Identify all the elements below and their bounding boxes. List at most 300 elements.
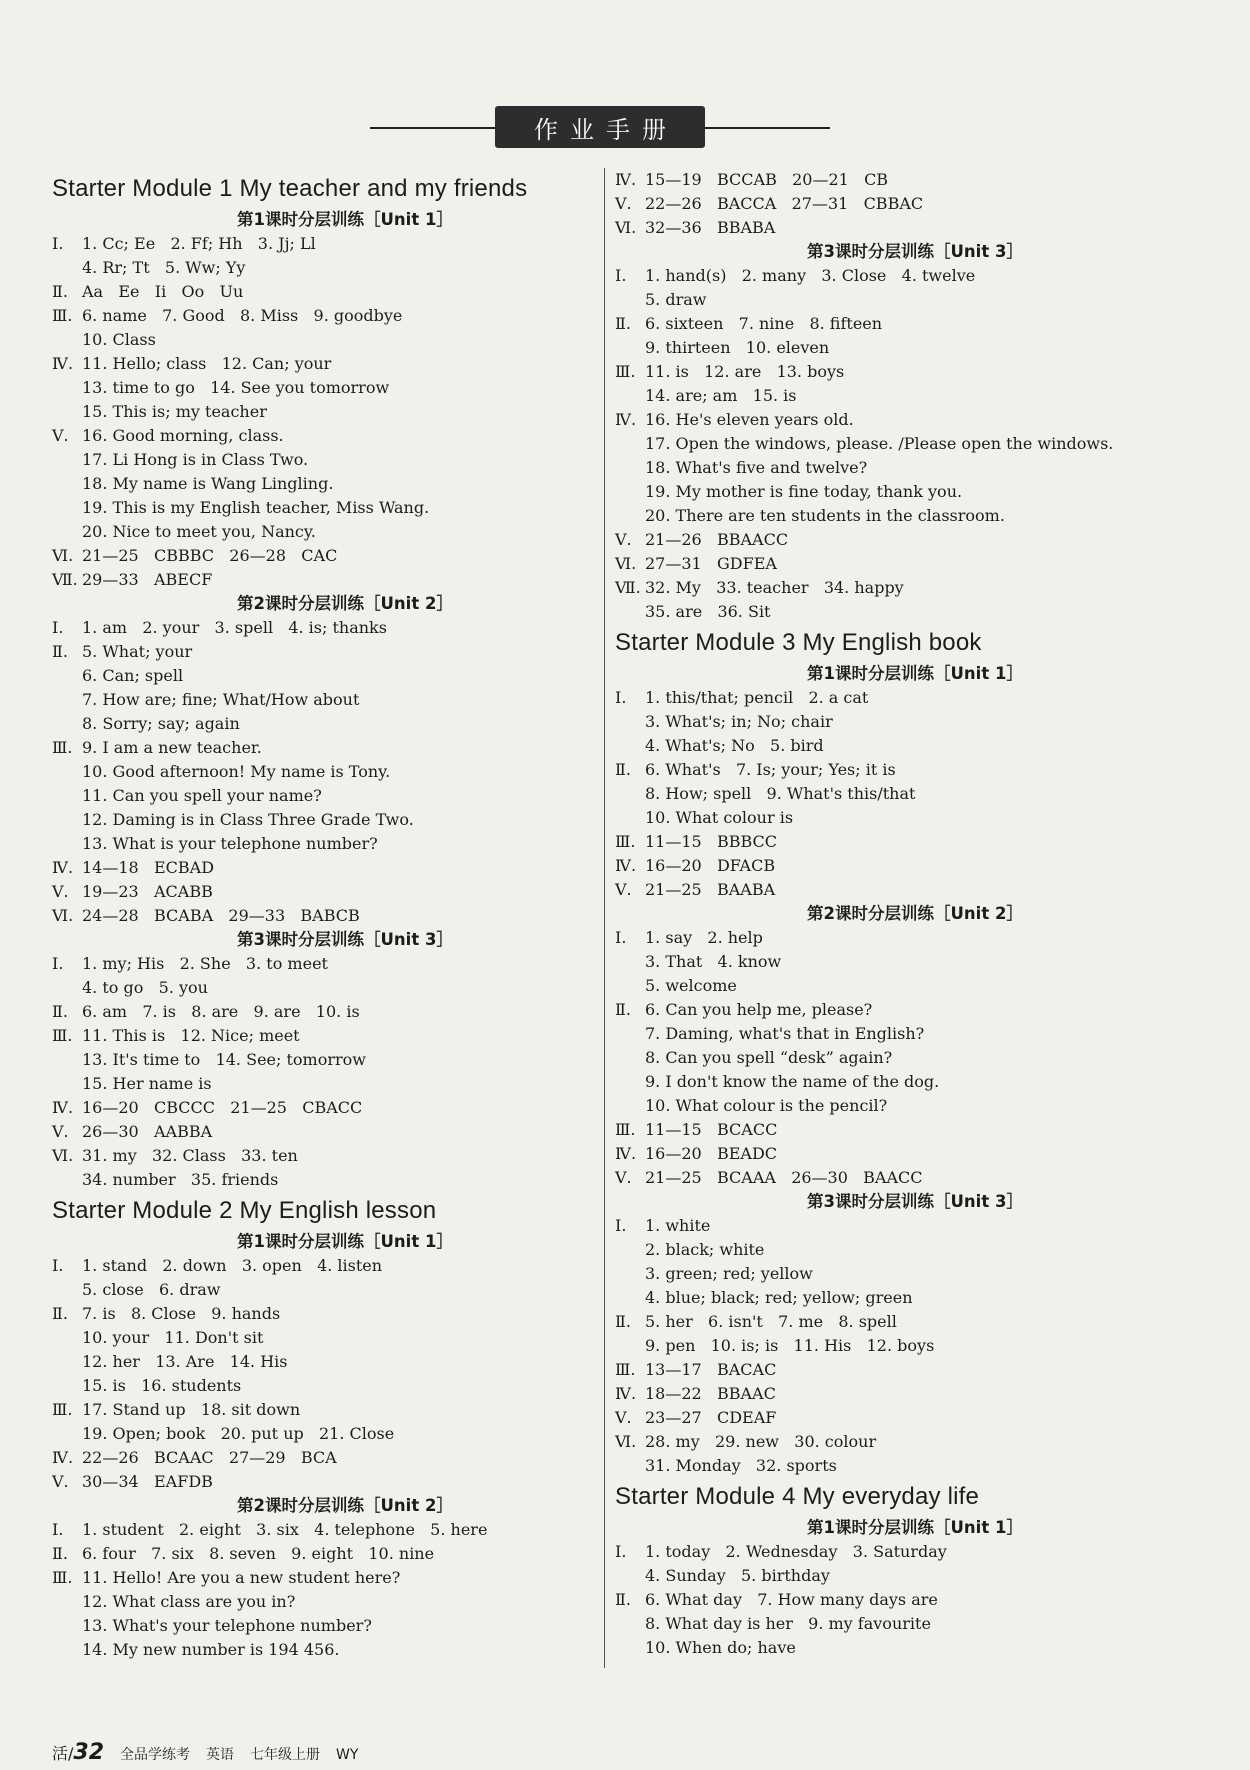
answer-line [615, 734, 1175, 758]
question-group-number [52, 664, 82, 688]
answer-line [52, 1000, 598, 1024]
answer-line [52, 1120, 598, 1144]
answer-text: 11. is 12. are 13. boys [645, 362, 845, 381]
page-number-value: 32 [73, 1740, 105, 1765]
question-group-number: Ⅱ. [52, 1544, 68, 1563]
answer-text: 15. is 16. students [82, 1376, 242, 1395]
answer-line [615, 552, 1175, 576]
answer-text: 20. Nice to meet you, Nancy. [82, 522, 316, 541]
question-group-number: Ⅴ. [52, 1122, 69, 1141]
answer-line [52, 1096, 598, 1120]
answer-text: 16—20 CBCCC 21—25 CBACC [82, 1098, 363, 1117]
answer-text: 2. black; white [645, 1240, 765, 1259]
question-group-number: Ⅰ. [615, 266, 627, 285]
answer-text: 21—25 CBBBC 26—28 CAC [82, 546, 338, 565]
answer-text: 18. What's five and twelve? [645, 458, 868, 477]
answer-line [615, 1046, 1175, 1070]
answer-line [615, 576, 1175, 600]
module-title: Starter Module 4 My everyday life [615, 1483, 980, 1510]
answer-text: 16—20 BEADC [645, 1144, 778, 1163]
question-group-number: Ⅰ. [52, 1256, 64, 1275]
answer-line [52, 1470, 598, 1494]
answer-text: 31. Monday 32. sports [645, 1456, 837, 1475]
question-group-number [615, 1022, 645, 1046]
question-group-number: Ⅱ. [52, 1304, 68, 1323]
question-group-number: Ⅵ. [52, 906, 74, 925]
answer-text: 13. time to go 14. See you tomorrow [82, 378, 390, 397]
answer-text: 17. Stand up 18. sit down [82, 1400, 301, 1419]
answer-text: 6. What day 7. How many days are [645, 1590, 938, 1609]
question-group-number [615, 1334, 645, 1358]
question-group-number [52, 1326, 82, 1350]
answer-text: 1. white [645, 1216, 711, 1235]
question-group-number [52, 1278, 82, 1302]
section-title: 第2课时分层训练［Unit 2］ [237, 594, 453, 613]
question-group-number: Ⅴ. [615, 194, 632, 213]
answer-line [52, 280, 598, 304]
question-group-number: Ⅰ. [615, 688, 627, 707]
answer-line [52, 328, 598, 352]
answer-text: 11. Can you spell your name? [82, 786, 322, 805]
question-group-number: Ⅲ. [615, 1360, 636, 1379]
section-title: 第2课时分层训练［Unit 2］ [807, 904, 1023, 923]
question-group-number: Ⅴ. [615, 1408, 632, 1427]
answer-line [615, 950, 1175, 974]
answer-line [52, 904, 598, 928]
answer-text: 20. There are ten students in the classroom. [645, 506, 1005, 525]
module-title: Starter Module 3 My English book [615, 629, 982, 656]
question-group-number: Ⅵ. [615, 1432, 637, 1451]
answer-text: 10. When do; have [645, 1638, 796, 1657]
answer-line [52, 664, 598, 688]
question-group-number [615, 1046, 645, 1070]
answer-text: 4. to go 5. you [82, 978, 208, 997]
answer-text: 28. my 29. new 30. colour [645, 1432, 877, 1451]
answer-line [615, 192, 1175, 216]
answer-text: 6. sixteen 7. nine 8. fifteen [645, 314, 883, 333]
question-group-number [615, 600, 645, 624]
answer-text: Aa Ee Ii Oo Uu [82, 282, 244, 301]
question-group-number [615, 456, 645, 480]
answer-text: 16—20 DFACB [645, 856, 776, 875]
answer-text: 6. name 7. Good 8. Miss 9. goodbye [82, 306, 403, 325]
answer-line [52, 1422, 598, 1446]
answer-text: 11. This is 12. Nice; meet [82, 1026, 300, 1045]
question-group-number: Ⅳ. [615, 856, 637, 875]
question-group-number: Ⅳ. [615, 1144, 637, 1163]
answer-text: 17. Li Hong is in Class Two. [82, 450, 309, 469]
answer-line [52, 1398, 598, 1422]
question-group-number: Ⅳ. [615, 170, 637, 189]
question-group-number [52, 976, 82, 1000]
section-title: 第3课时分层训练［Unit 3］ [807, 1192, 1023, 1211]
question-group-number [615, 974, 645, 998]
answer-text: 26—30 AABBA [82, 1122, 213, 1141]
answer-text: 9. I am a new teacher. [82, 738, 262, 757]
answer-text: 31. my 32. Class 33. ten [82, 1146, 298, 1165]
question-group-number [52, 1072, 82, 1096]
answer-text: 19. Open; book 20. put up 21. Close [82, 1424, 395, 1443]
answer-text: 19. This is my English teacher, Miss Wang. [82, 498, 430, 517]
answer-line [615, 528, 1175, 552]
answer-line [52, 1350, 598, 1374]
answer-text: 13. It's time to 14. See; tomorrow [82, 1050, 366, 1069]
answer-line [52, 736, 598, 760]
answer-line [615, 1406, 1175, 1430]
answer-text: 11. Hello! Are you a new student here? [82, 1568, 401, 1587]
answer-line [615, 216, 1175, 240]
answer-line [52, 1072, 598, 1096]
answer-line [615, 1382, 1175, 1406]
question-group-number: Ⅳ. [52, 354, 74, 373]
answer-line [615, 1022, 1175, 1046]
answer-text: 24—28 BCABA 29—33 BABCB [82, 906, 360, 925]
question-group-number: Ⅴ. [615, 1168, 632, 1187]
footer-grade: 七年级上册 [250, 1747, 321, 1763]
answer-line [615, 312, 1175, 336]
answer-line [52, 688, 598, 712]
answer-text: 10. Good afternoon! My name is Tony. [82, 762, 391, 781]
footer-edition: WY [336, 1747, 359, 1763]
answer-line [615, 480, 1175, 504]
question-group-number: Ⅵ. [52, 1146, 74, 1165]
answer-line [615, 1612, 1175, 1636]
answer-line [615, 830, 1175, 854]
answer-text: 10. What colour is [645, 808, 794, 827]
question-group-number: Ⅲ. [52, 1026, 73, 1045]
answer-line [52, 1326, 598, 1350]
answer-line [52, 1024, 598, 1048]
question-group-number: Ⅲ. [52, 738, 73, 757]
answer-line [615, 758, 1175, 782]
question-group-number: Ⅵ. [615, 554, 637, 573]
question-group-number [52, 760, 82, 784]
question-group-number [52, 1638, 82, 1662]
answer-text: 15. This is; my teacher [82, 402, 267, 421]
answer-line [615, 1142, 1175, 1166]
answer-text: 10. your 11. Don't sit [82, 1328, 264, 1347]
answer-line [52, 808, 598, 832]
answer-text: 13. What is your telephone number? [82, 834, 378, 853]
answer-text: 12. her 13. Are 14. His [82, 1352, 288, 1371]
question-group-number: Ⅲ. [615, 832, 636, 851]
answer-line [615, 384, 1175, 408]
answer-text: 12. Daming is in Class Three Grade Two. [82, 810, 414, 829]
answer-text: 21—25 BCAAA 26—30 BAACC [645, 1168, 923, 1187]
module-title: Starter Module 1 My teacher and my friends [52, 175, 528, 202]
answer-line [615, 1238, 1175, 1262]
answer-line [52, 1446, 598, 1470]
answer-text: 8. Sorry; say; again [82, 714, 240, 733]
answer-text: 10. What colour is the pencil? [645, 1096, 888, 1115]
question-group-number [615, 1238, 645, 1262]
question-group-number [615, 480, 645, 504]
answer-line [615, 336, 1175, 360]
answer-line [52, 616, 598, 640]
answer-line [52, 1048, 598, 1072]
answer-line [615, 1118, 1175, 1142]
answer-line [615, 1334, 1175, 1358]
answer-text: 21—25 BAABA [645, 880, 776, 899]
question-group-number: Ⅰ. [615, 1542, 627, 1561]
question-group-number [615, 432, 645, 456]
answer-text: 6. Can you help me, please? [645, 1000, 873, 1019]
header-banner [370, 104, 830, 152]
answer-text: 23—27 CDEAF [645, 1408, 777, 1427]
answer-line [52, 976, 598, 1000]
answer-text: 8. How; spell 9. What's this/that [645, 784, 916, 803]
section-title: 第3课时分层训练［Unit 3］ [237, 930, 453, 949]
column-divider [604, 168, 605, 1668]
question-group-number: Ⅱ. [52, 642, 68, 661]
answer-line [615, 264, 1175, 288]
answer-line [52, 256, 598, 280]
answer-line [615, 926, 1175, 950]
question-group-number [52, 448, 82, 472]
answer-text: 4. What's; No 5. bird [645, 736, 824, 755]
question-group-number: Ⅲ. [52, 1400, 73, 1419]
answer-text: 18—22 BBAAC [645, 1384, 776, 1403]
answer-text: 19. My mother is fine today, thank you. [645, 482, 963, 501]
answer-text: 32—36 BBABA [645, 218, 776, 237]
answer-text: 22—26 BACCA 27—31 CBBAC [645, 194, 924, 213]
question-group-number: Ⅱ. [615, 314, 631, 333]
answer-line [615, 1540, 1175, 1564]
question-group-number: Ⅴ. [52, 1472, 69, 1491]
answer-text: 14. are; am 15. is [645, 386, 797, 405]
question-group-number: Ⅱ. [615, 760, 631, 779]
answer-text: 15—19 BCCAB 20—21 CB [645, 170, 889, 189]
question-group-number: Ⅱ. [52, 282, 68, 301]
answer-text: 6. am 7. is 8. are 9. are 10. is [82, 1002, 360, 1021]
question-group-number: Ⅳ. [615, 410, 637, 429]
answer-text: 3. That 4. know [645, 952, 782, 971]
answer-text: 5. draw [645, 290, 707, 309]
question-group-number: Ⅰ. [52, 954, 64, 973]
question-group-number: Ⅱ. [615, 1000, 631, 1019]
question-group-number: Ⅳ. [615, 1384, 637, 1403]
question-group-number: Ⅴ. [615, 880, 632, 899]
answer-text: 5. What; your [82, 642, 193, 661]
answer-text: 22—26 BCAAC 27—29 BCA [82, 1448, 337, 1467]
question-group-number: Ⅰ. [615, 1216, 627, 1235]
question-group-number: Ⅱ. [615, 1590, 631, 1609]
answer-line [52, 568, 598, 592]
answer-line [52, 784, 598, 808]
answer-text: 4. Rr; Tt 5. Ww; Yy [82, 258, 246, 277]
answer-text: 16. He's eleven years old. [645, 410, 854, 429]
answer-text: 4. blue; black; red; yellow; green [645, 1288, 913, 1307]
question-group-number [52, 496, 82, 520]
answer-line [52, 424, 598, 448]
right-column [615, 168, 1175, 1660]
answer-text: 10. Class [82, 330, 156, 349]
answer-line [615, 1214, 1175, 1238]
answer-text: 3. What's; in; No; chair [645, 712, 833, 731]
answer-text: 13—17 BACAC [645, 1360, 777, 1379]
answer-text: 9. I don't know the name of the dog. [645, 1072, 940, 1091]
section-title: 第2课时分层训练［Unit 2］ [237, 1496, 453, 1515]
question-group-number [615, 710, 645, 734]
question-group-number: Ⅱ. [615, 1312, 631, 1331]
answer-line [615, 998, 1175, 1022]
question-group-number: Ⅲ. [52, 306, 73, 325]
question-group-number [52, 520, 82, 544]
answer-text: 32. My 33. teacher 34. happy [645, 578, 904, 597]
question-group-number [52, 784, 82, 808]
answer-line [52, 448, 598, 472]
question-group-number [615, 782, 645, 806]
question-group-number [52, 1350, 82, 1374]
header-title: 作业手册 [495, 106, 705, 148]
answer-line [52, 232, 598, 256]
answer-line [615, 1588, 1175, 1612]
answer-line [615, 878, 1175, 902]
answer-line [52, 1542, 598, 1566]
answer-text: 15. Her name is [82, 1074, 212, 1093]
section-title: 第1课时分层训练［Unit 1］ [807, 664, 1023, 683]
answer-line [615, 1430, 1175, 1454]
answer-line [615, 710, 1175, 734]
footer-book: 全品学练考 [120, 1747, 191, 1763]
answer-line [52, 1144, 598, 1168]
question-group-number [52, 1048, 82, 1072]
question-group-number: Ⅲ. [615, 362, 636, 381]
answer-line [615, 1070, 1175, 1094]
page-footer [52, 1740, 358, 1770]
answer-line [615, 288, 1175, 312]
question-group-number: Ⅵ. [615, 218, 637, 237]
question-group-number [615, 806, 645, 830]
question-group-number: Ⅶ. [52, 570, 78, 589]
question-group-number [52, 256, 82, 280]
answer-text: 14—18 ECBAD [82, 858, 215, 877]
answer-line [52, 376, 598, 400]
question-group-number [615, 1454, 645, 1478]
answer-text: 13. What's your telephone number? [82, 1616, 372, 1635]
question-group-number [52, 1168, 82, 1192]
answer-text: 19—23 ACABB [82, 882, 213, 901]
question-group-number [52, 1374, 82, 1398]
answer-line [615, 600, 1175, 624]
answer-line [615, 1636, 1175, 1660]
question-group-number [52, 688, 82, 712]
question-group-number [615, 1070, 645, 1094]
question-group-number: Ⅴ. [615, 530, 632, 549]
answer-text: 1. this/that; pencil 2. a cat [645, 688, 869, 707]
answer-line [52, 832, 598, 856]
question-group-number [615, 384, 645, 408]
answer-line [615, 974, 1175, 998]
answer-text: 12. What class are you in? [82, 1592, 296, 1611]
answer-line [52, 472, 598, 496]
question-group-number: Ⅰ. [52, 618, 64, 637]
question-group-number [52, 712, 82, 736]
left-column [52, 170, 598, 1662]
answer-line [52, 400, 598, 424]
question-group-number: Ⅴ. [52, 882, 69, 901]
answer-text: 17. Open the windows, please. /Please open the windows. [645, 434, 1114, 453]
answer-line [52, 1302, 598, 1326]
question-group-number: Ⅴ. [52, 426, 69, 445]
question-group-number: Ⅵ. [52, 546, 74, 565]
answer-line [615, 1166, 1175, 1190]
question-group-number: Ⅳ. [52, 858, 74, 877]
answer-text: 7. is 8. Close 9. hands [82, 1304, 281, 1323]
answer-line [52, 760, 598, 784]
answer-text: 6. four 7. six 8. seven 9. eight 10. nine [82, 1544, 435, 1563]
question-group-number [52, 328, 82, 352]
question-group-number [52, 472, 82, 496]
question-group-number [615, 1636, 645, 1660]
answer-text: 27—31 GDFEA [645, 554, 777, 573]
question-group-number: Ⅳ. [52, 1448, 74, 1467]
question-group-number: Ⅰ. [615, 928, 627, 947]
answer-line [52, 1374, 598, 1398]
answer-line [52, 544, 598, 568]
answer-text: 30—34 EAFDB [82, 1472, 213, 1491]
section-title: 第3课时分层训练［Unit 3］ [807, 242, 1023, 261]
answer-text: 1. hand(s) 2. many 3. Close 4. twelve [645, 266, 976, 285]
answer-text: 5. her 6. isn't 7. me 8. spell [645, 1312, 897, 1331]
answer-line [52, 304, 598, 328]
module-title: Starter Module 2 My English lesson [52, 1197, 437, 1224]
answer-line [52, 712, 598, 736]
question-group-number: Ⅳ. [52, 1098, 74, 1117]
answer-line [615, 456, 1175, 480]
answer-line [615, 1358, 1175, 1382]
answer-line [52, 1614, 598, 1638]
answer-text: 7. Daming, what's that in English? [645, 1024, 925, 1043]
answer-line [615, 854, 1175, 878]
answer-line [615, 782, 1175, 806]
answer-line [52, 856, 598, 880]
section-title: 第1课时分层训练［Unit 1］ [237, 210, 453, 229]
answer-text: 6. What's 7. Is; your; Yes; it is [645, 760, 896, 779]
answer-line [615, 686, 1175, 710]
answer-line [52, 1638, 598, 1662]
question-group-number: Ⅲ. [52, 1568, 73, 1587]
answer-line [615, 1094, 1175, 1118]
question-group-number [52, 376, 82, 400]
answer-line [615, 360, 1175, 384]
question-group-number [52, 400, 82, 424]
question-group-number [615, 1262, 645, 1286]
answer-text: 1. today 2. Wednesday 3. Saturday [645, 1542, 947, 1561]
question-group-number [52, 832, 82, 856]
question-group-number [615, 950, 645, 974]
answer-line [52, 640, 598, 664]
answer-line [52, 1566, 598, 1590]
answer-line [615, 1310, 1175, 1334]
answer-text: 1. am 2. your 3. spell 4. is; thanks [82, 618, 387, 637]
answer-text: 1. my; His 2. She 3. to meet [82, 954, 328, 973]
answer-text: 6. Can; spell [82, 666, 184, 685]
question-group-number: Ⅰ. [52, 1520, 64, 1539]
answer-text: 1. Cc; Ee 2. Ff; Hh 3. Jj; Ll [82, 234, 316, 253]
answer-text: 5. close 6. draw [82, 1280, 221, 1299]
answer-line [52, 1254, 598, 1278]
question-group-number: Ⅰ. [52, 234, 64, 253]
answer-line [52, 1518, 598, 1542]
answer-line [52, 1590, 598, 1614]
question-group-number [615, 504, 645, 528]
answer-line [615, 1454, 1175, 1478]
answer-line [615, 408, 1175, 432]
answer-line [52, 1168, 598, 1192]
answer-text: 1. student 2. eight 3. six 4. telephone 5. here [82, 1520, 488, 1539]
question-group-number [52, 808, 82, 832]
